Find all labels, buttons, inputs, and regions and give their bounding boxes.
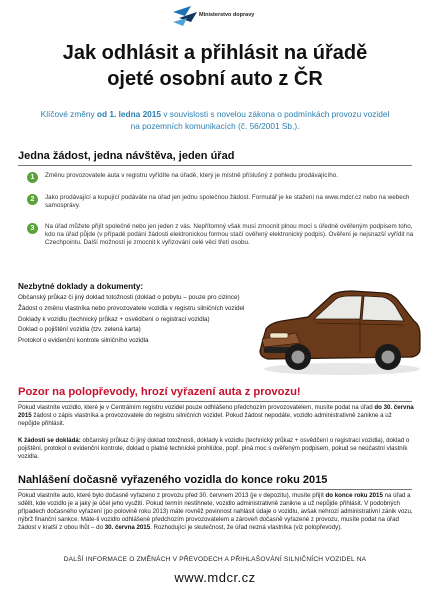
step-text: Změnu provozovatele auta v registru vyřídíte na úřadě, který je místně příslušný z pohledu prodávajícího.: [45, 172, 338, 179]
text-run-bold: 30. června 2015: [104, 524, 151, 532]
section2-paragraph-1: [18, 404, 414, 428]
list-item: Občanský průkaz či jiný doklad totožnosti (doklad o pobytu – pouze pro cizince): [18, 294, 240, 301]
step-number: 1: [27, 172, 38, 183]
text-run-bold: do 30. června 2015: [18, 404, 414, 420]
text-run: Pokud vlastníte vozidlo, které je v Centrálním registru vozidel pouze odhlášeno předchozím provozovatelem, musíte podat na úřad: [18, 404, 375, 411]
section1-divider: [18, 165, 412, 166]
text-run: občanský průkaz či jiný doklad totožnosti, doklady k vozidlu (technický průkaz + osvědčení o registraci vozidla), doklad o pojištění, protokol o evidenční kontrole, doklad o platné technické prohlídce, popř. plná moc s ověřeným podpisem, pokud se neúčastní vlastník vozidla.: [18, 437, 410, 461]
list-item: Doklady k vozidlu (technický průkaz + osvědčení o registraci vozidla): [18, 315, 210, 323]
subtitle: [38, 108, 392, 132]
subtitle-post: v souvislosti s novelou zákona o podmínkách provozu vozidel na pozemních komunikacích (č. 56/2001 Sb.).: [130, 109, 390, 131]
section1-heading: Jedna žádost, jedna návštěva, jeden úřad: [18, 150, 235, 162]
section2-heading: Pozor na polopřevody, hrozí vyřazení auta z provozu!: [18, 386, 301, 398]
text-run: žádost o zápis vlastníka a provozovatele do registru silničních vozidel. Pokud žádost nepodáte, vozidlo administrativně zanikne a už nepůjde přihlásit.: [18, 412, 392, 428]
title-line-2: ojeté osobní auto z ČR: [107, 68, 323, 90]
footer-info: DALŠÍ INFORMACE O ZMĚNÁCH V PŘEVODECH A PŘIHLAŠOVÁNÍ SILNIČNÍCH VOZIDEL NA: [63, 556, 367, 563]
section3-paragraph: [18, 492, 414, 532]
step-text: Jako prodávající a kupující podáváte na úřad jen jednu společnou žádost. Formulář je ke stažení na www.mdcr.cz nebo na webech samosprávy.: [45, 194, 410, 210]
title-line-1: Jak odhlásit a přihlásit na úřadě: [62, 42, 368, 64]
text-run: . Rozhodující je skutečnost, že úřad nezná vlastníka (viz polopřevody).: [150, 524, 342, 532]
subtitle-bold: od 1. ledna 2015: [96, 109, 162, 119]
text-run: Pokud vlastníte auto, které bylo dočasně vyřazeno z provozu před 30. červnem 2013 (je v depozitu), musíte přijít: [18, 492, 326, 499]
section3-heading: Nahlášení dočasně vyřazeného vozidla do konce roku 2015: [18, 474, 328, 486]
list-item: Doklad o pojištění vozidla (tzv. zelená karta): [18, 326, 141, 334]
footer-url-link[interactable]: www.mdcr.cz: [174, 570, 256, 585]
section2-divider: [18, 401, 412, 402]
logo-text: Ministerstvo dopravy: [199, 12, 255, 18]
subtitle-pre: Klíčové změny: [40, 109, 97, 119]
page-title: [10, 40, 420, 92]
text-run-bold: K žádosti se dokládá:: [18, 437, 81, 444]
step-text: Na úřad můžete přijít společně nebo jen jeden z vás. Nepřítomný však musí zmocnit plnou mocí s úředně ověřeným podpisem toho, kdo na úřad půjde (v případě podání žádosti elektronickou formou stačí ověřený elektronický podpis). Ověření je nejsnazší vyřídit na Czechpointu. Další možností je zmocnit k vyřizování celé věci třetí osobu.: [45, 223, 414, 247]
list-item: Žádost o změnu vlastníka nebo provozovatele vozidla v registru silničních vozidel: [18, 304, 245, 312]
text-run: na úřad a sdělit, kde vozidlo je a jaký je účel jeho využití. Pokud termín nestihnete, vozidlo administrativně zanikne a už nepůjde přihlásit. V podobných případech dočasného vyřazení (po polovině roku 2013) máte rovněž povinnost nahlásit údaje o vozidlu, avšak nehrozí administrativní zánik vozu, nýbrž finanční sankce. Máte-li vozidlo odhlášené předchozím provozovatelem a zároveň dočasně vyřazené z provozu, musíte podat na úřad žádost v kratší z obou lhůt – do: [18, 492, 413, 532]
text-run-bold: do konce roku 2015: [325, 492, 383, 499]
list-item: Protokol o evidenční kontrole silničního vozidla: [18, 337, 149, 345]
ministry-logo-icon: [173, 6, 197, 28]
documents-list: [18, 293, 278, 347]
documents-heading: Nezbytné doklady a dokumenty:: [18, 282, 144, 291]
step-number: 2: [27, 194, 38, 205]
section2-paragraph-2: [18, 437, 414, 461]
step-number: 3: [27, 223, 38, 234]
section3-divider: [18, 489, 412, 490]
car-illustration: [256, 277, 424, 377]
